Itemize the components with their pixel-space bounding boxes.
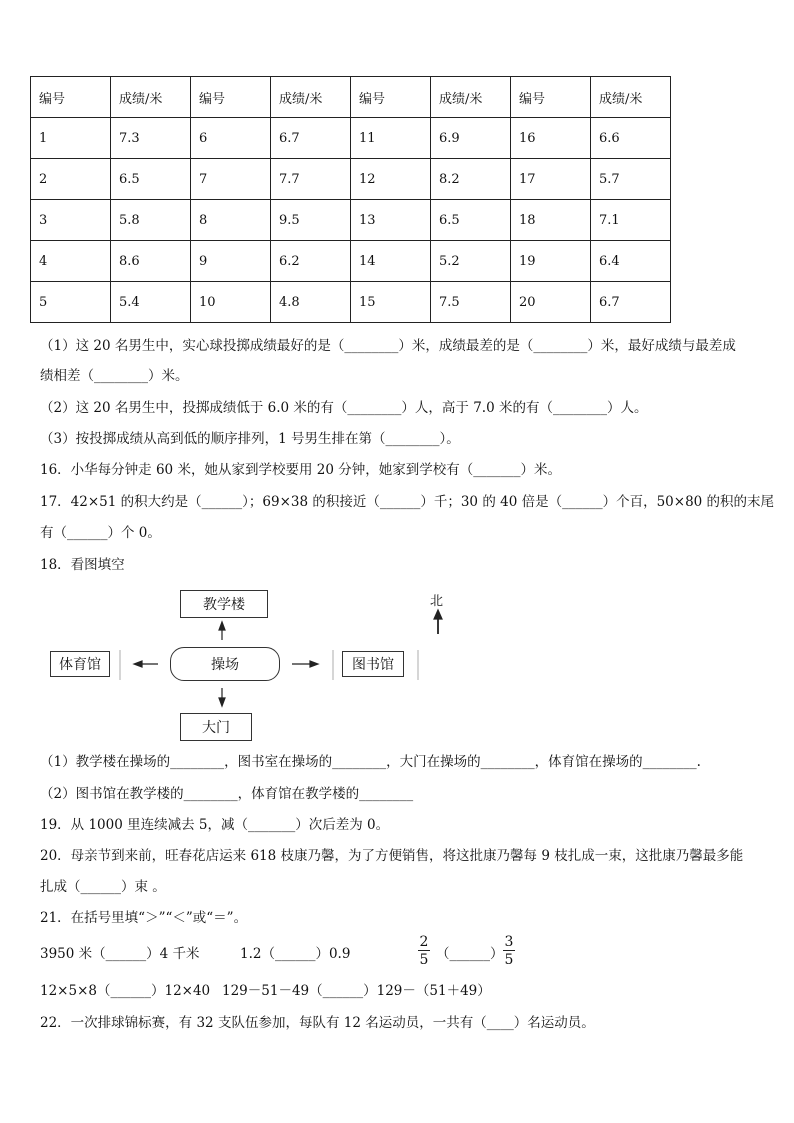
fraction-two-fifths <box>418 934 430 969</box>
fraction-three-fifths <box>503 934 515 969</box>
q15-part1-line2: 绩相差（________）米。 <box>40 368 189 384</box>
table-cell: 17 <box>511 159 591 200</box>
arrow-right-head <box>310 661 318 667</box>
table-cell: 5.8 <box>111 200 191 241</box>
q18-part1: （1）教学楼在操场的________，图书室在操场的________，大门在操场的________，体育馆在操场的________. <box>40 754 701 770</box>
header-cell: 编号 <box>31 77 111 118</box>
table-cell: 18 <box>511 200 591 241</box>
gym-box: 体育馆 <box>50 651 110 677</box>
q20-line1: 20．母亲节到来前，旺春花店运来 618 枝康乃馨，为了方便销售，将这批康乃馨每 9 枝扎成一束，这批康乃馨最多能 <box>40 848 744 864</box>
table-cell: 9.5 <box>271 200 351 241</box>
table-cell: 7.1 <box>591 200 671 241</box>
table-cell: 7.3 <box>111 118 191 159</box>
header-cell: 成绩/米 <box>431 77 511 118</box>
table-cell: 5 <box>31 282 111 323</box>
header-cell: 成绩/米 <box>111 77 191 118</box>
table-cell: 15 <box>351 282 431 323</box>
table-cell: 4 <box>31 241 111 282</box>
fraction-denominator: 5 <box>504 952 514 968</box>
table-cell: 6.5 <box>431 200 511 241</box>
fraction-denominator: 5 <box>419 952 429 968</box>
q21-fraction-blank: （______） <box>436 946 504 962</box>
q21-compare-a: 3950 米（______）4 千米 <box>40 946 200 962</box>
arrow-down-head <box>219 698 225 706</box>
table-cell: 5.2 <box>431 241 511 282</box>
table-cell: 19 <box>511 241 591 282</box>
q16-text: 16．小华每分钟走 60 米，她从家到学校要用 20 分钟，她家到学校有（_______）米。 <box>40 462 561 478</box>
table-cell: 7.7 <box>271 159 351 200</box>
table-cell: 4.8 <box>271 282 351 323</box>
playground-box: 操场 <box>170 647 280 681</box>
fraction-numerator: 3 <box>504 934 514 950</box>
q21-title: 21．在括号里填“＞”“＜”或“＝”。 <box>40 910 248 926</box>
table-cell: 9 <box>191 241 271 282</box>
north-label: 北 <box>430 594 444 609</box>
q15-part2: （2）这 20 名男生中，投掷成绩低于 6.0 米的有（________）人，高于 7.0 米的有（________）人。 <box>40 400 648 416</box>
table-cell: 6.5 <box>111 159 191 200</box>
table-cell: 1 <box>31 118 111 159</box>
table-cell: 12 <box>351 159 431 200</box>
table-cell: 14 <box>351 241 431 282</box>
teaching-building-box: 教学楼 <box>180 590 268 618</box>
north-arrow-head <box>434 610 442 619</box>
q18-title: 18．看图填空 <box>40 557 125 573</box>
header-cell: 编号 <box>191 77 271 118</box>
table-cell: 10 <box>191 282 271 323</box>
table-cell: 7.5 <box>431 282 511 323</box>
header-cell: 成绩/米 <box>591 77 671 118</box>
table-cell: 20 <box>511 282 591 323</box>
table-cell: 8.6 <box>111 241 191 282</box>
q17-line1: 17．42×51 的积大约是（______）；69×38 的积接近（______）千；30 的 40 倍是（______）个百，50×80 的积的末尾 <box>40 494 775 510</box>
table-cell: 8.2 <box>431 159 511 200</box>
table-cell: 6.9 <box>431 118 511 159</box>
table-cell: 13 <box>351 200 431 241</box>
arrow-left-head <box>134 661 142 667</box>
arrow-up-head <box>219 622 225 630</box>
header-cell: 编号 <box>351 77 431 118</box>
header-cell: 编号 <box>511 77 591 118</box>
q17-line2: 有（______）个 0。 <box>40 525 161 541</box>
table-cell: 16 <box>511 118 591 159</box>
gate-box: 大门 <box>180 713 252 741</box>
table-cell: 6.4 <box>591 241 671 282</box>
table-cell: 8 <box>191 200 271 241</box>
q21-compare-b: 1.2（______）0.9 <box>240 946 351 962</box>
table-cell: 2 <box>31 159 111 200</box>
q21-compare-d: 129－51－49（______）129－（51＋49） <box>222 983 491 999</box>
header-cell: 成绩/米 <box>271 77 351 118</box>
q15-part1-line1: （1）这 20 名男生中，实心球投掷成绩最好的是（________）米，成绩最差的是（________）米，最好成绩与最差成 <box>40 338 736 354</box>
fraction-numerator: 2 <box>419 934 429 950</box>
table-cell: 6.6 <box>591 118 671 159</box>
table-cell: 6.7 <box>271 118 351 159</box>
table-cell: 6.2 <box>271 241 351 282</box>
q19-text: 19．从 1000 里连续减去 5，减（_______）次后差为 0。 <box>40 817 390 833</box>
table-cell: 6 <box>191 118 271 159</box>
q21-compare-c: 12×5×8（______）12×40 <box>40 983 211 999</box>
table-cell: 5.7 <box>591 159 671 200</box>
library-box: 图书馆 <box>342 651 404 677</box>
q20-line2: 扎成（______）束 。 <box>40 879 166 895</box>
q15-part3: （3）按投掷成绩从高到低的顺序排列，1 号男生排在第（________）。 <box>40 431 460 447</box>
q18-part2: （2）图书馆在教学楼的________，体育馆在教学楼的________ <box>40 786 414 802</box>
table-cell: 6.7 <box>591 282 671 323</box>
table-cell: 3 <box>31 200 111 241</box>
table-cell: 5.4 <box>111 282 191 323</box>
q22-text: 22．一次排球锦标赛，有 32 支队伍参加，每队有 12 名运动员，一共有（____）名运动员。 <box>40 1015 595 1031</box>
table-cell: 11 <box>351 118 431 159</box>
table-cell: 7 <box>191 159 271 200</box>
